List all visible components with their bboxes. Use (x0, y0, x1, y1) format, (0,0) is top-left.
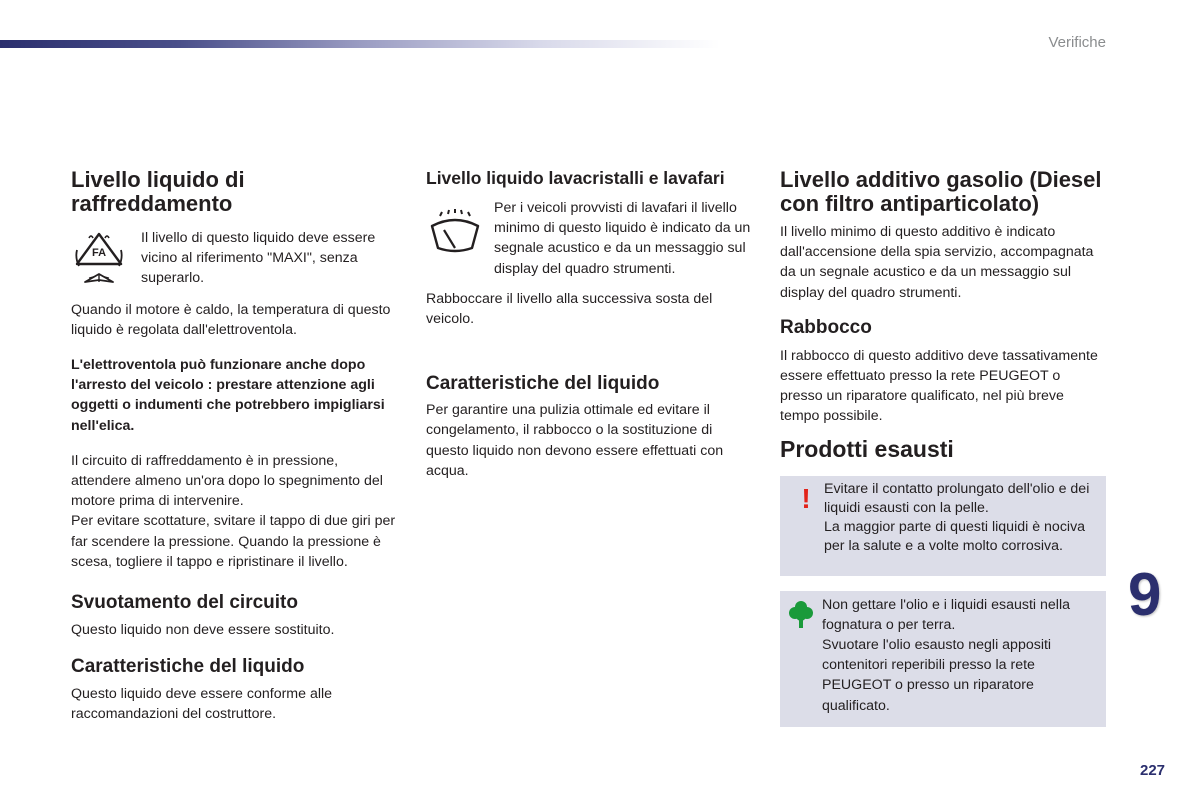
washer-char-heading: Caratteristiche del liquido (426, 373, 660, 395)
coolant-fan-warning: L'elettroventola può funzionare anche dopo l'arresto del veicolo : prestare attenzione agli oggetti o indumenti che potrebbero impigliarsi nell'elica. (71, 357, 385, 434)
washer-icon-text: Per i veicoli provvisti di lavafari il livello minimo di questo liquido è indicato da un segnale acustico e da un messaggio sul display del quadro strumenti. (494, 200, 751, 277)
exclamation-icon: ! (801, 482, 811, 514)
topup-text: Il rabbocco di questo additivo deve tassativamente essere effettuato presso la rete PEUGEOT o presso un riparatore qualificato, nel più breve tempo possibile. (780, 347, 1098, 425)
eco-line-2: Svuotare l'olio esausto negli appositi contenitori reperibili presso la rete PEUGEOT o presso un riparatore qualificato. (822, 637, 1052, 714)
coolant-para-1: Quando il motore è caldo, la temperatura di questo liquido è regolata dall'elettroventola. (71, 301, 391, 338)
coolant-icon-text: Il livello di questo liquido deve essere vicino al riferimento "MAXI", senza superarlo. (141, 230, 376, 287)
eco-note-body (822, 595, 1096, 716)
eco-note (780, 591, 1106, 727)
svg-text:FA: FA (91, 247, 107, 259)
chapter-number: 9 (1128, 561, 1162, 628)
warning-note (780, 476, 1106, 576)
coolant-drain-text: Questo liquido non deve essere sostituito. (71, 622, 335, 639)
coolant-para-3: Per evitare scottature, svitare il tappo di due giri per far scendere la pressione. Quando la pressione è scesa, togliere il tappo e ripristinare il livello. (71, 513, 396, 570)
warning-line-2: La maggior parte di questi liquidi è nociva per la salute e a volte molto corrosiva. (824, 518, 1086, 554)
waste-heading: Prodotti esausti (780, 435, 954, 462)
coolant-para-2: Il circuito di raffreddamento è in pressione, attendere almeno un'ora dopo lo spegnimento del motore prima di intervenire. (71, 452, 383, 510)
column-additive (780, 168, 1106, 727)
column-coolant (71, 168, 401, 725)
warning-note-body (824, 480, 1096, 556)
washer-icon-row (426, 198, 756, 279)
header-gradient-bar (0, 40, 720, 48)
tree-icon (788, 599, 822, 634)
page-number: 227 (1140, 762, 1166, 779)
topup-heading: Rabbocco (780, 316, 872, 338)
section-label: Verifiche (1048, 34, 1106, 51)
coolant-title: Livello liquido di raffreddamento (71, 167, 245, 216)
column-washer (426, 168, 756, 481)
coolant-icon-row (71, 230, 401, 289)
washer-para-1: Rabboccare il livello alla successiva sosta del veicolo. (426, 290, 713, 328)
washer-title: Livello liquido lavacristalli e lavafari (426, 168, 725, 188)
warning-line-1: Evitare il contatto prolungato dell'olio e dei liquidi esausti con la pelle. (824, 480, 1090, 516)
coolant-char-text: Questo liquido deve essere conforme alle raccomandazioni del costruttore. (71, 686, 333, 723)
coolant-char-heading: Caratteristiche del liquido (71, 656, 305, 678)
coolant-drain-heading: Svuotamento del circuito (71, 592, 298, 614)
washer-char-text: Per garantire una pulizia ottimale ed evitare il congelamento, il rabbocco o la sostituzione di questo liquido non devono essere effettuati con acqua. (426, 402, 724, 479)
additive-para-1: Il livello minimo di questo additivo è indicato dall'accensione della spia servizio, accompagnata da un segnale acustico e da un messaggio sul display del quadro strumenti. (780, 224, 1094, 301)
washer-fluid-icon (426, 208, 484, 258)
coolant-warning-icon (73, 230, 129, 286)
additive-title: Livello additivo gasolio (Diesel con filtro antiparticolato) (780, 167, 1102, 216)
eco-line-1: Non gettare l'olio e i liquidi esausti nella fognatura o per terra. (822, 596, 1070, 633)
